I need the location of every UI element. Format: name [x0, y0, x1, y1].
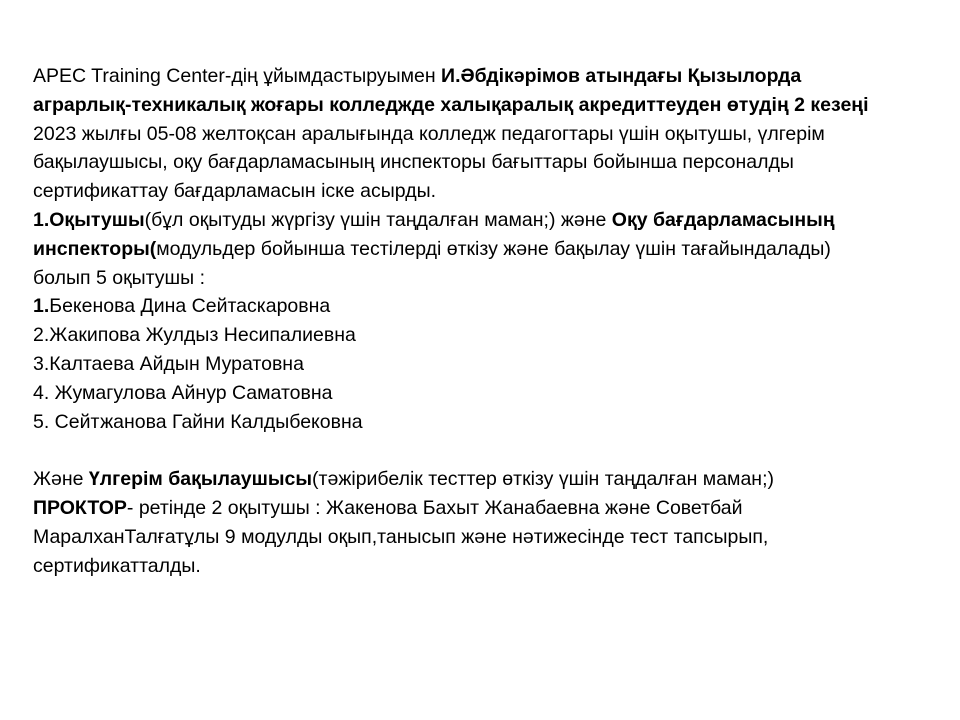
teacher-list-item — [33, 292, 953, 321]
proctor-line-3 — [33, 523, 953, 552]
role-proctor: ПРОКТОР — [33, 496, 127, 519]
roles-line-3 — [33, 264, 953, 293]
proctor-line-1 — [33, 465, 953, 494]
role-inspector-cont: инспекторы( — [33, 237, 157, 260]
intro-text: 2023 жылғы 05-08 желтоқсан аралығында колледж педагогтары үшін оқытушы, үлгерім — [33, 122, 825, 145]
college-name-cont: аграрлық-техникалық жоғары колледжде халықаралық акредиттеуден өтудің 2 кезеңі — [33, 93, 869, 116]
document-body — [33, 62, 953, 580]
teacher-name: 3.Калтаева Айдын Муратовна — [33, 352, 304, 375]
role-inspector: Оқу бағдарламасының — [611, 208, 835, 231]
spacer — [33, 436, 953, 465]
roles-line-1 — [33, 206, 953, 235]
teacher-name: Бекенова Дина Сейтаскаровна — [49, 295, 331, 318]
proctor-line-2 — [33, 494, 953, 523]
intro-line-1 — [33, 62, 953, 91]
teacher-list-item — [33, 321, 953, 350]
college-name: И.Әбдікәрімов атындағы Қызылорда — [441, 65, 802, 87]
proctor-desc: сертификатталды. — [33, 554, 201, 577]
intro-text: APEC Training Center-дің ұйымдастыруымен — [33, 65, 442, 87]
intro-line-5 — [33, 177, 953, 206]
role-observer-desc: (тәжірибелік тесттер өткізу үшін таңдалған маман;) — [312, 468, 774, 491]
teacher-list-item — [33, 408, 953, 437]
intro-line-3 — [33, 120, 953, 149]
proctor-desc: - ретінде 2 оқытушы : Жакенова Бахыт Жанабаевна және Советбай — [126, 496, 743, 519]
intro-line-2 — [33, 91, 953, 120]
teacher-name: 5. Сейтжанова Гайни Калдыбековна — [33, 410, 363, 433]
roles-line-2 — [33, 235, 953, 264]
role-inspector-desc: модульдер бойынша тестілерді өткізу және бақылау үшін тағайындалады) — [156, 237, 831, 260]
role-teacher: 1.Оқытушы — [33, 208, 145, 231]
teacher-name: 2.Жакипова Жулдыз Несипалиевна — [33, 324, 356, 347]
intro-text: сертификаттау бағдарламасын іске асырды. — [33, 180, 437, 203]
teacher-name: 4. Жумагулова Айнур Саматовна — [33, 381, 333, 404]
role-teacher-desc: (бұл оқытуды жүргізу үшін таңдалған маман;) және — [144, 208, 612, 231]
role-observer: Үлгерім бақылаушысы — [88, 468, 313, 491]
intro-line-4 — [33, 148, 953, 177]
proctor-line-4 — [33, 552, 953, 581]
proctor-desc: МаралханТалғатұлы 9 модулды оқып,танысып және нәтижесінде тест тапсырып, — [33, 525, 769, 548]
intro-text: бақылаушысы, оқу бағдарламасының инспекторы бағыттары бойынша персоналды — [33, 151, 794, 174]
proctor-intro: Және — [33, 468, 89, 491]
teacher-count: болып 5 оқытушы : — [33, 266, 206, 289]
teacher-list-item — [33, 379, 953, 408]
teacher-list-item — [33, 350, 953, 379]
teacher-number: 1. — [33, 295, 50, 318]
